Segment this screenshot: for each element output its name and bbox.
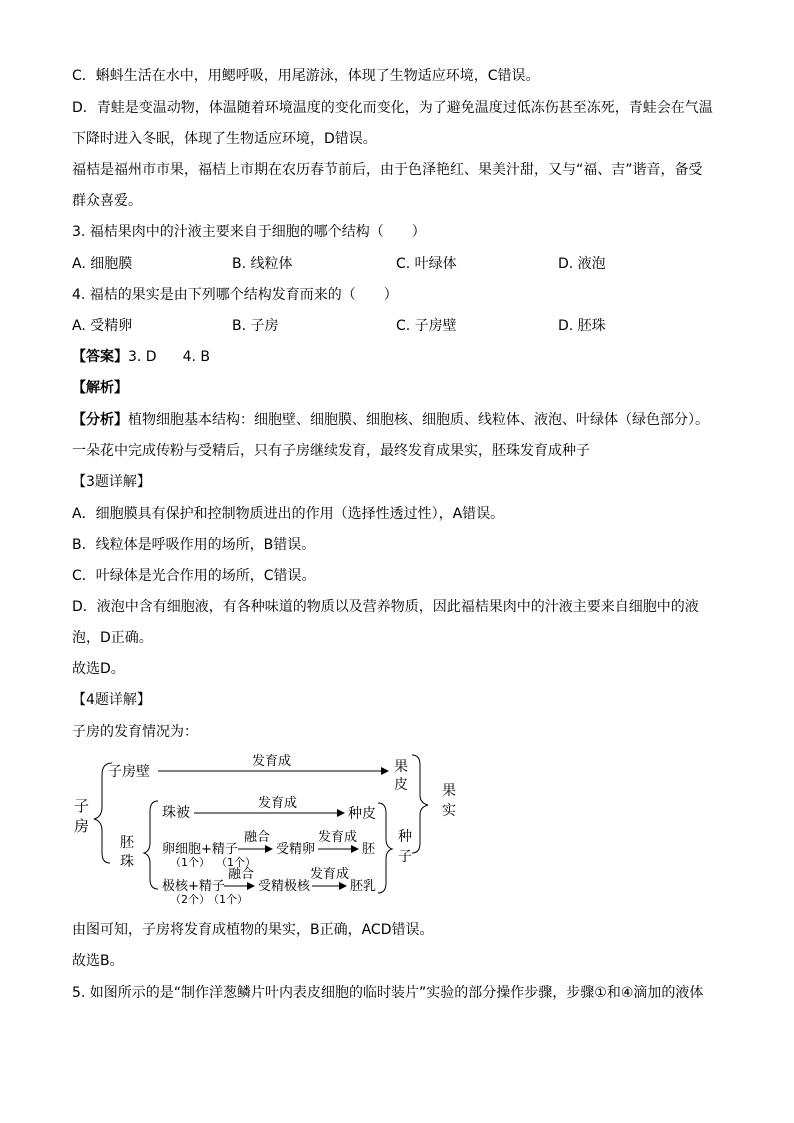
- label-count-2: （2个）: [170, 893, 210, 906]
- question-4-option-d: D. 胚珠: [558, 318, 606, 334]
- label-zifang-1: 子: [74, 797, 90, 815]
- q3-detail-heading: 【3题详解】: [72, 474, 151, 490]
- label-count-1c: （1个）: [208, 893, 248, 906]
- c-option-explanation: C．蝌蚪生活在水中，用鳃呼吸，用尾游泳，体现了生物适应环境，C错误。: [72, 68, 540, 84]
- question-3-stem: 3. 福桔果肉中的汁液主要来自于细胞的哪个结构（ ）: [72, 224, 426, 240]
- q3-detail-a: A．细胞膜具有保护和控制物质进出的作用（选择性透过性），A错误。: [72, 506, 505, 522]
- label-zhongzi-2: 子: [398, 849, 412, 865]
- answer-q3: 3. D: [128, 349, 157, 365]
- label-shoujingjihe: 受精极核: [258, 879, 311, 894]
- q4-choose: 故选B。: [72, 953, 124, 969]
- q3-detail-d-line-1: D．液泡中含有细胞液，有各种味道的物质以及营养物质，因此福桔果肉中的汁液主要来自细胞中的液: [72, 599, 699, 615]
- label-peizhu-2: 珠: [120, 854, 134, 870]
- label-count-1a: （1个）: [170, 856, 210, 869]
- question-3-option-c: C. 叶绿体: [396, 256, 457, 272]
- label-pei: 胚: [362, 842, 376, 857]
- label-luanxibao-jingzi: 卵细胞+精子: [162, 842, 238, 857]
- q4-detail-intro: 子房的发育情况为：: [72, 724, 198, 740]
- label-zifangbi: 子房壁: [108, 764, 150, 780]
- q4-conclusion: 由图可知，子房将发育成植物的果实，B正确，ACD错误。: [72, 922, 434, 938]
- label-zifang-2: 房: [74, 817, 90, 835]
- label-pi: 皮: [394, 777, 408, 793]
- label-fayucheng-2: 发育成: [258, 796, 298, 811]
- label-ronghe-2: 融合: [228, 867, 255, 882]
- question-3-option-a: A. 细胞膜: [72, 256, 133, 272]
- q3-detail-b: B．线粒体是呼吸作用的场所，B错误。: [72, 537, 316, 553]
- label-zhongpi: 种皮: [348, 806, 376, 822]
- question-3-option-d: D. 液泡: [558, 256, 606, 272]
- analysis-fenxi-line-1: [72, 410, 709, 430]
- label-zhongzi-1: 种: [398, 829, 412, 845]
- answer-line: [72, 347, 210, 367]
- question-4-option-b: B. 子房: [232, 318, 279, 334]
- label-shoujingluan: 受精卵: [276, 842, 316, 857]
- q3-choose: 故选D。: [72, 661, 125, 677]
- q3-detail-c: C．叶绿体是光合作用的场所，C错误。: [72, 568, 316, 584]
- question-5-stem: 5. 如图所示的是“制作洋葱鳞片叶内表皮细胞的临时装片”实验的部分操作步骤，步骤①和④滴加的液体: [72, 985, 704, 1001]
- label-fayucheng-1: 发育成: [252, 754, 292, 769]
- d-option-explanation-line-2: 下降时进入冬眠，体现了生物适应环境，D错误。: [72, 131, 377, 147]
- label-fayucheng-4: 发育成: [310, 867, 350, 882]
- question-3-option-b: B. 线粒体: [232, 256, 293, 272]
- analysis-fenxi-label: 【分析】: [72, 412, 128, 428]
- label-jihe-jingzi: 极核+精子: [162, 879, 225, 894]
- d-option-explanation-line-1: D．青蛙是变温动物，体温随着环境温度的变化而变化，为了避免温度过低冻伤甚至冻死，青蛙会在气温: [72, 100, 713, 116]
- answer-label: 【答案】: [72, 349, 128, 365]
- label-fayucheng-3: 发育成: [318, 830, 358, 845]
- label-guo: 果: [394, 759, 408, 775]
- label-guoshi-1: 果: [442, 783, 456, 799]
- answer-q4: 4. B: [182, 349, 211, 365]
- question-4-option-c: C. 子房壁: [396, 318, 457, 334]
- q3-detail-d-line-2: 泡，D正确。: [72, 630, 153, 646]
- label-peizhu-1: 胚: [120, 835, 134, 851]
- analysis-fenxi-line-2: 一朵花中完成传粉与受精后，只有子房继续发育，最终发育成果实，胚珠发育成种子: [72, 443, 590, 459]
- q4-detail-heading: 【4题详解】: [72, 692, 151, 708]
- intro-paragraph-line-2: 群众喜爱。: [72, 193, 142, 209]
- label-peiru: 胚乳: [350, 879, 377, 894]
- question-4-option-a: A. 受精卵: [72, 318, 133, 334]
- intro-paragraph-line-1: 福桔是福州市市果，福桔上市期在农历春节前后，由于色泽艳红、果美汁甜，又与“福、吉”谐音，备受: [72, 162, 703, 178]
- label-zhubei: 珠被: [162, 805, 190, 821]
- question-4-stem: 4. 福桔的果实是由下列哪个结构发育而来的（ ）: [72, 287, 398, 303]
- brace-guoshi: [412, 755, 428, 853]
- label-ronghe-1: 融合: [244, 830, 271, 845]
- label-guoshi-2: 实: [442, 803, 456, 819]
- brace-zhongzi: [378, 803, 392, 893]
- analysis-fenxi-text: 植物细胞基本结构：细胞壁、细胞膜、细胞核、细胞质、线粒体、液泡、叶绿体（绿色部分）。: [128, 412, 709, 428]
- analysis-heading: 【解析】: [72, 380, 128, 396]
- label-count-1b: （1个）: [216, 856, 256, 869]
- brace-peizhu: [144, 801, 158, 889]
- ovary-development-diagram: [72, 745, 472, 913]
